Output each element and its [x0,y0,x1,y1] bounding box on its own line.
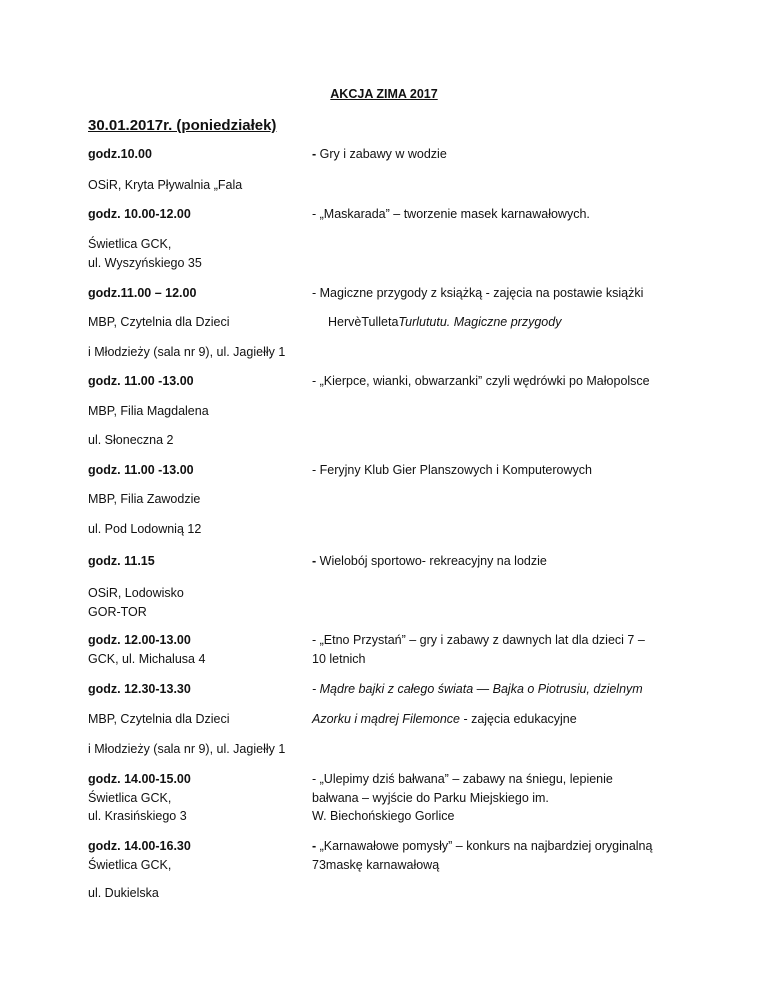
event-place: OSiR, Lodowisko GOR-TOR [88,586,184,619]
event-time: godz. 11.00 -13.00 [88,374,194,388]
event-time-place [88,837,191,874]
event-time: godz. 14.00-15.00 [88,772,191,786]
event-place: ul. Krasińskiego 3 [88,809,187,823]
event-place: MBP, Czytelnia dla Dzieci [88,315,230,329]
event-description: - „Kierpce, wianki, obwarzanki” czyli wędrówki po Małopolsce [312,374,650,388]
event-place: ul. Pod Lodownią 12 [88,522,202,536]
event-place: ul. Dukielska [88,886,159,900]
event-time: godz. 11.00 -13.00 [88,463,194,477]
event-place: MBP, Filia Zawodzie [88,492,201,506]
event-time: godz. 10.00-12.00 [88,207,191,221]
event-time: godz.10.00 [88,147,152,161]
event-place: i Młodzieży (sala nr 9), ul. Jagiełły 1 [88,345,286,359]
event-description: - „Ulepimy dziś bałwana” – zabawy na śniegu, lepienie bałwana – wyjście do Parku Miejskiego im. W. Biechońskiego Gorlice [312,772,613,823]
event-description: - Feryjny Klub Gier Planszowych i Komputerowych [312,463,592,477]
event-place: ul. Słoneczna 2 [88,433,174,447]
event-description: - Gry i zabawy w wodzie [312,147,447,161]
event-time: godz. 12.00-13.00 [88,633,191,647]
event-place: MBP, Czytelnia dla Dzieci [88,712,230,726]
event-time: godz.11.00 – 12.00 [88,286,197,300]
event-place: OSiR, Kryta Pływalnia „Fala [88,178,243,192]
event-time: godz. 12.30-13.30 [88,682,191,696]
document-title: AKCJA ZIMA 2017 [330,87,438,101]
event-place: Świetlica GCK, [88,790,172,805]
event-description: - „Etno Przystań” – gry i zabawy z dawnych lat dla dzieci 7 – 10 letnich [312,633,645,666]
event-time-place [88,631,205,668]
event-time: godz. 14.00-16.30 [88,839,191,853]
event-description: - „Karnawałowe pomysły” – konkurs na najbardziej oryginalną 73maskę karnawałową [312,839,653,872]
event-place: GCK, ul. Michalusa 4 [88,651,206,666]
event-place: MBP, Filia Magdalena [88,404,209,418]
event-time-place [88,770,191,826]
event-time: godz. 11.15 [88,554,155,568]
event-description: - Wielobój sportowo- rekreacyjny na lodzie [312,554,547,568]
event-description: - Magiczne przygody z książką - zajęcia na postawie książki [312,286,644,300]
date-heading: 30.01.2017r. (poniedziałek) [88,117,277,134]
event-place: i Młodzieży (sala nr 9), ul. Jagiełły 1 [88,742,286,756]
event-description-line2: Azorku i mądrej Filemonce - zajęcia edukacyjne [312,712,577,726]
event-description: - „Maskarada” – tworzenie masek karnawałowych. [312,207,590,221]
event-description: - Mądre bajki z całego świata — Bajka o Piotrusiu, dzielnym [312,682,643,696]
event-place: Świetlica GCK, [88,857,172,872]
event-description-line2: HervèTulletaTurlututu. Magiczne przygody [328,315,562,329]
event-place: Świetlica GCK, ul. Wyszyńskiego 35 [88,237,202,270]
